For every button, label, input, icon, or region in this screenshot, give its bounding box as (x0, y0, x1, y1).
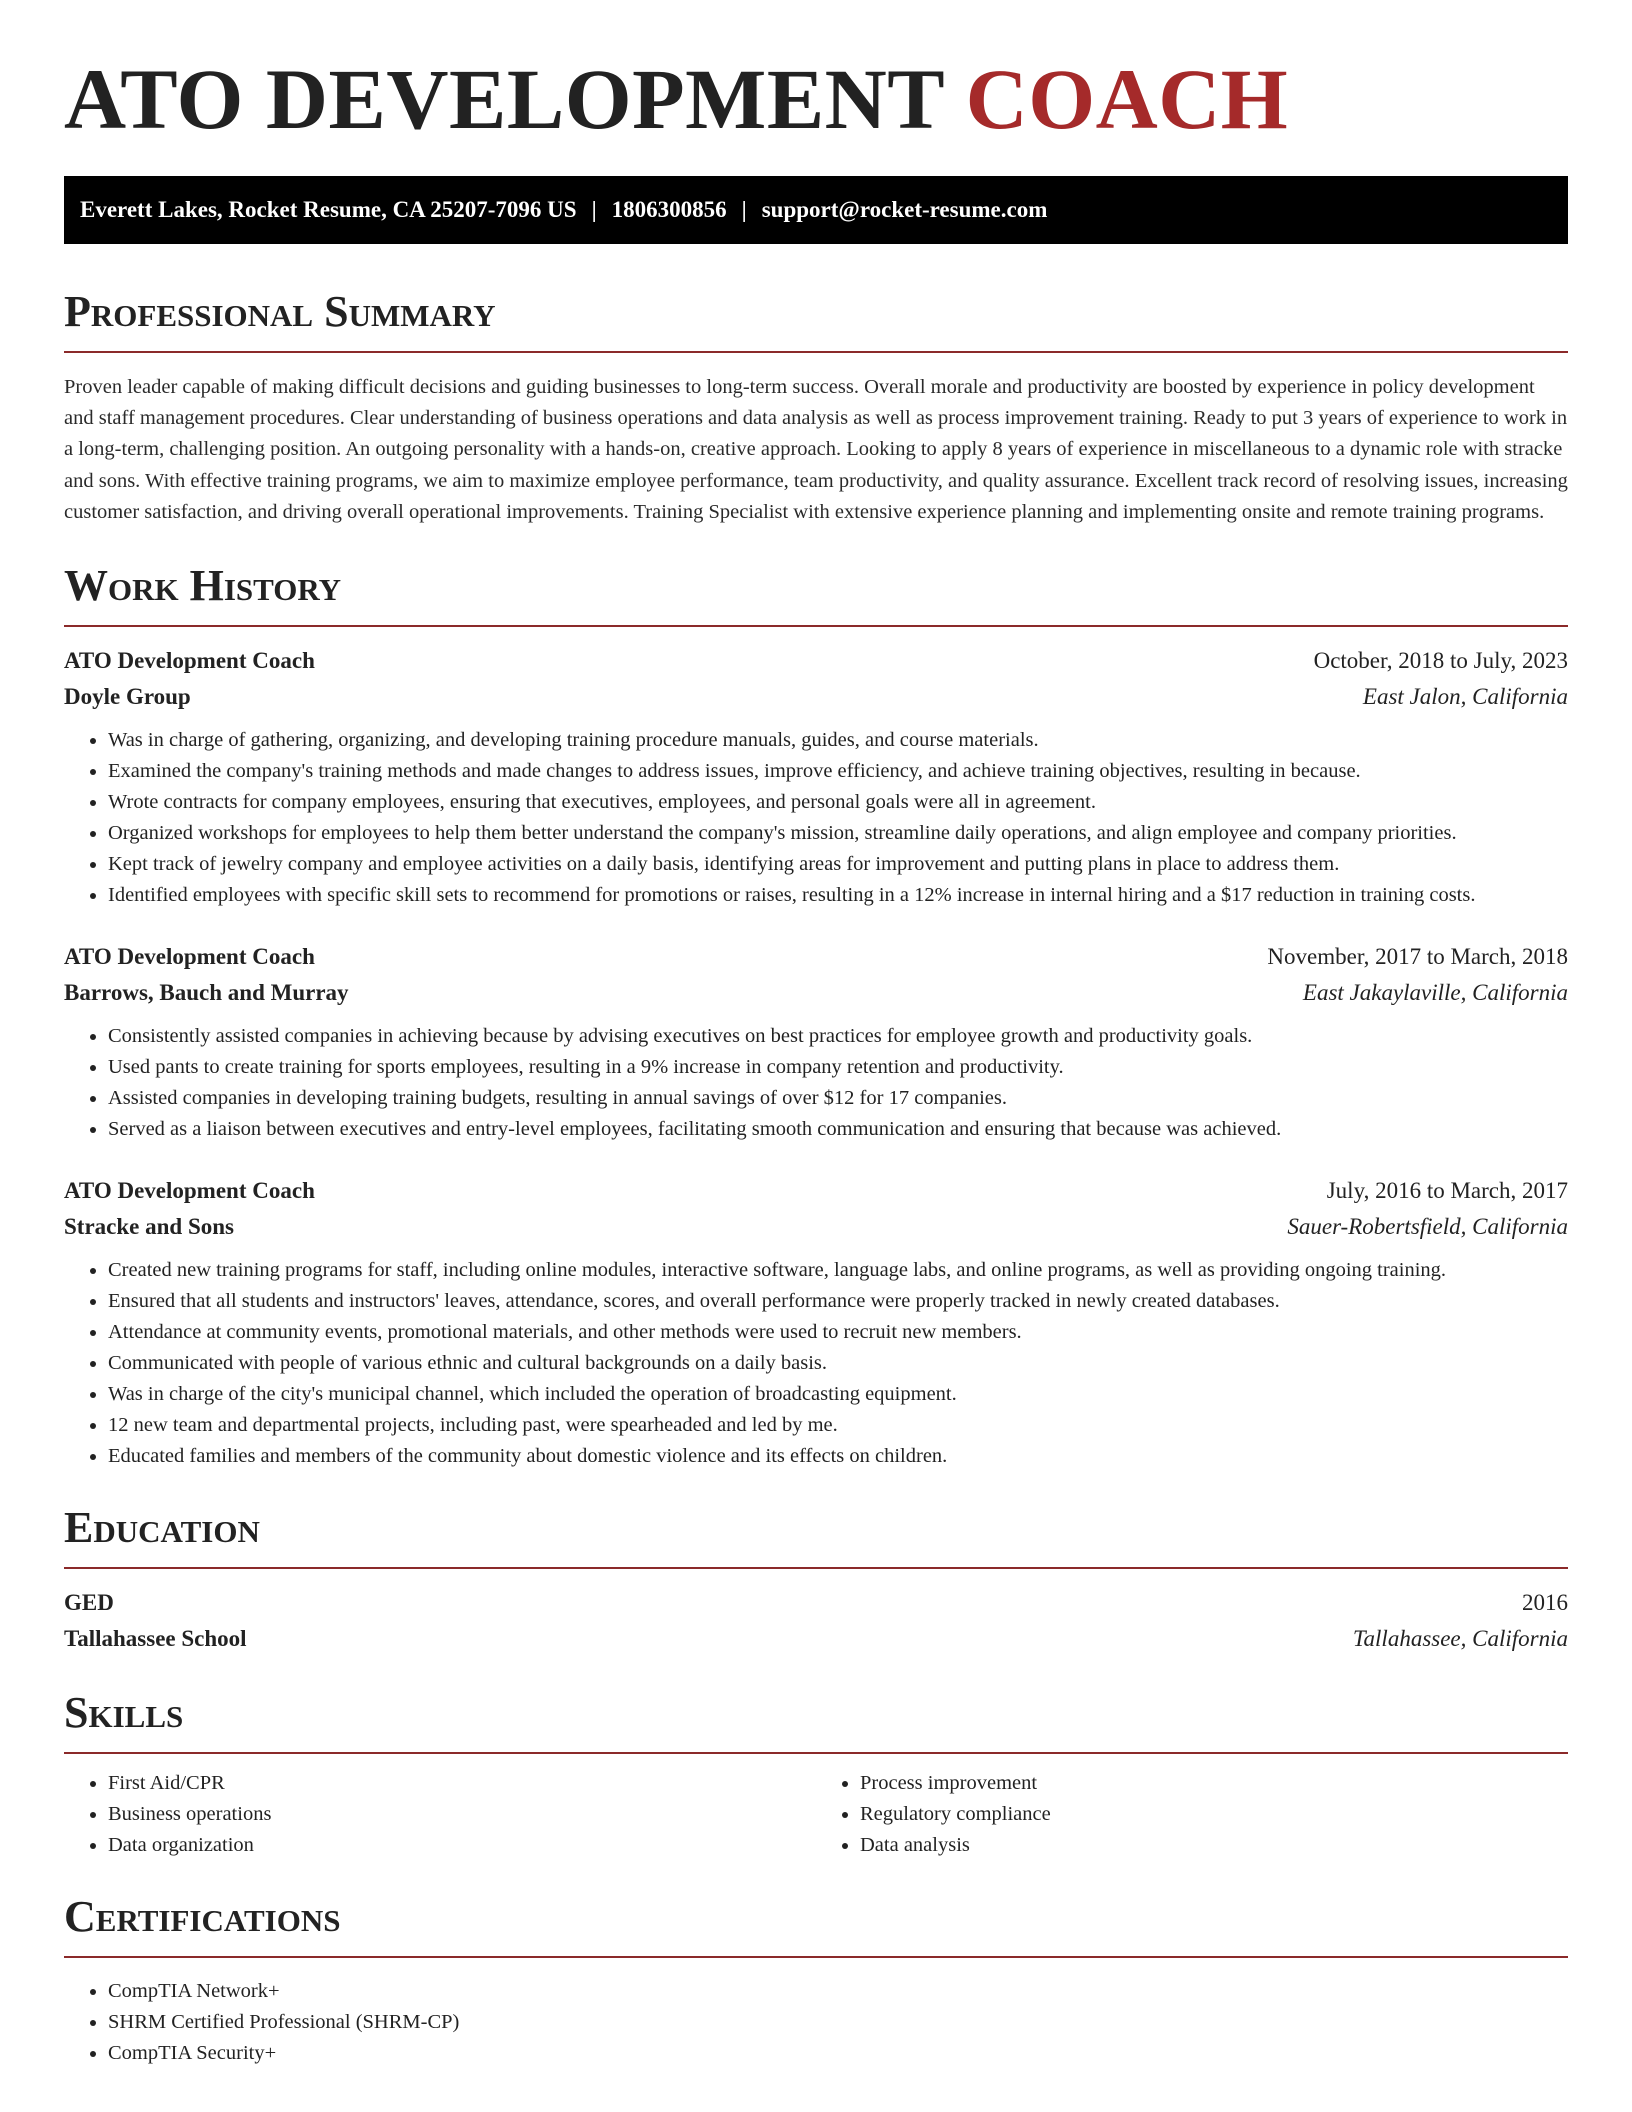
job-company: Doyle Group (64, 684, 191, 710)
job-bullet: • Educated families and members of the community about domestic violence and its effects on children. (108, 1441, 1568, 1472)
summary-section (64, 287, 1568, 528)
skill-item: • Process improvement (860, 1768, 1568, 1799)
skill-item: • Data organization (108, 1830, 816, 1861)
skill-item: • First Aid/CPR (108, 1768, 816, 1799)
section-divider (64, 625, 1568, 627)
contact-separator: | (591, 197, 597, 222)
job-bullets (64, 725, 1568, 911)
job-title: ATO Development Coach (64, 648, 315, 674)
contact-email[interactable]: support@rocket-resume.com (761, 197, 1048, 222)
certification-item: • CompTIA Security+ (108, 2038, 1568, 2069)
education-school-row (64, 1621, 1568, 1657)
job-bullets (64, 1021, 1568, 1145)
certification-item: • SHRM Certified Professional (SHRM-CP) (108, 2007, 1568, 2038)
job-title: ATO Development Coach (64, 1178, 315, 1204)
section-divider (64, 1956, 1568, 1958)
education-location: Tallahassee, California (1352, 1626, 1568, 1652)
job-bullet: • 12 new team and departmental projects, including past, were spearheaded and led by me. (108, 1410, 1568, 1441)
skills-grid (64, 1768, 1568, 1861)
title-accent: COACH (965, 51, 1289, 147)
contact-bar (64, 176, 1568, 244)
job-bullet: • Examined the company's training methods and made changes to address issues, improve efficiency, and achieve training objectives, resulting in because. (108, 756, 1568, 787)
certifications-section (64, 1892, 1568, 2069)
job-location: East Jalon, California (1362, 684, 1568, 710)
work-history-heading: Work History (64, 561, 342, 611)
summary-heading: Professional Summary (64, 287, 496, 336)
education-degree-row (64, 1585, 1568, 1621)
job-bullet: • Wrote contracts for company employees, ensuring that executives, employees, and personal goals were all in agreement. (108, 787, 1568, 818)
job-location: Sauer-Robertsfield, California (1287, 1214, 1568, 1240)
job-header-row (64, 1173, 1568, 1209)
contact-separator: | (741, 197, 747, 222)
job-bullet: • Attendance at community events, promotional materials, and other methods were used to recruit new members. (108, 1317, 1568, 1348)
job-bullet: • Ensured that all students and instructors' leaves, attendance, scores, and overall performance were properly tracked in newly created databases. (108, 1286, 1568, 1317)
job-title: ATO Development Coach (64, 944, 315, 970)
job-bullet: • Consistently assisted companies in achieving because by advising executives on best practices for employee growth and productivity goals. (108, 1021, 1568, 1052)
job-entry (64, 1173, 1568, 1472)
certification-item: • CompTIA Network+ (108, 1976, 1568, 2007)
job-bullet: • Organized workshops for employees to help them better understand the company's mission, streamline daily operations, and align employee and company priorities. (108, 818, 1568, 849)
job-bullet: • Created new training programs for staff, including online modules, interactive software, language labs, and online programs, as well as providing ongoing training. (108, 1255, 1568, 1286)
skill-item: • Business operations (108, 1799, 816, 1830)
skills-section (64, 1688, 1568, 1861)
job-entry (64, 643, 1568, 911)
work-history-section (64, 561, 1568, 1472)
education-school: Tallahassee School (64, 1626, 247, 1652)
job-header-row (64, 643, 1568, 679)
job-dates: November, 2017 to March, 2018 (1267, 944, 1568, 970)
job-company: Barrows, Bauch and Murray (64, 980, 349, 1006)
title-main: ATO DEVELOPMENT (64, 51, 944, 147)
contact-phone[interactable]: 1806300856 (611, 197, 727, 222)
education-section (64, 1503, 1568, 1657)
education-entry (64, 1585, 1568, 1657)
skill-item: • Data analysis (860, 1830, 1568, 1861)
skills-column-right (816, 1768, 1568, 1861)
job-bullet: • Served as a liaison between executives and entry-level employees, facilitating smooth communication and ensuring that because was achieved. (108, 1114, 1568, 1145)
education-heading: Education (64, 1503, 260, 1553)
job-location: East Jakaylaville, California (1302, 980, 1568, 1006)
education-year: 2016 (1522, 1590, 1568, 1616)
job-header-row (64, 939, 1568, 975)
skill-item: • Regulatory compliance (860, 1799, 1568, 1830)
resume-title (64, 0, 1568, 147)
job-company-row (64, 1209, 1568, 1245)
job-company: Stracke and Sons (64, 1214, 234, 1240)
job-bullet: • Assisted companies in developing training budgets, resulting in annual savings of over $12 for 17 companies. (108, 1083, 1568, 1114)
job-bullet: • Was in charge of gathering, organizing, and developing training procedure manuals, guides, and course materials. (108, 725, 1568, 756)
section-divider (64, 1752, 1568, 1754)
job-bullet: • Communicated with people of various ethnic and cultural backgrounds on a daily basis. (108, 1348, 1568, 1379)
summary-text: Proven leader capable of making difficult decisions and guiding businesses to long-term success. Overall morale and productivity are boosted by experience in policy development and staff management procedures. Clear understanding of business operations and data analysis as well as process improvement training. Ready to put 3 years of experience to work in a long-term, challenging position. An outgoing personality with a hands-on, creative approach. Looking to apply 8 years of experience in miscellaneous to a dynamic role with stracke and sons. With effective training programs, we aim to maximize employee performance, team productivity, and quality assurance. Excellent track record of resolving issues, increasing customer satisfaction, and driving overall operational improvements. Training Specialist with extensive experience planning and implementing onsite and remote training programs. (64, 376, 1568, 523)
job-bullets (64, 1255, 1568, 1472)
job-dates: October, 2018 to July, 2023 (1313, 648, 1568, 674)
certifications-list (64, 1976, 1568, 2069)
job-bullet: • Was in charge of the city's municipal channel, which included the operation of broadcasting equipment. (108, 1379, 1568, 1410)
certifications-heading: Certifications (64, 1892, 341, 1942)
section-divider (64, 1567, 1568, 1569)
job-bullet: • Used pants to create training for sports employees, resulting in a 9% increase in company retention and productivity. (108, 1052, 1568, 1083)
job-entry (64, 939, 1568, 1145)
job-bullet: • Kept track of jewelry company and employee activities on a daily basis, identifying areas for improvement and putting plans in place to address them. (108, 849, 1568, 880)
skills-heading: Skills (64, 1688, 184, 1738)
education-degree: GED (64, 1590, 114, 1616)
job-dates: July, 2016 to March, 2017 (1326, 1178, 1568, 1204)
job-company-row (64, 679, 1568, 715)
contact-address: Everett Lakes, Rocket Resume, CA 25207-7096 US (80, 197, 577, 222)
skills-column-left (64, 1768, 816, 1861)
job-company-row (64, 975, 1568, 1011)
section-divider (64, 351, 1568, 353)
job-bullet: • Identified employees with specific skill sets to recommend for promotions or raises, resulting in a 12% increase in internal hiring and a $17 reduction in training costs. (108, 880, 1568, 911)
